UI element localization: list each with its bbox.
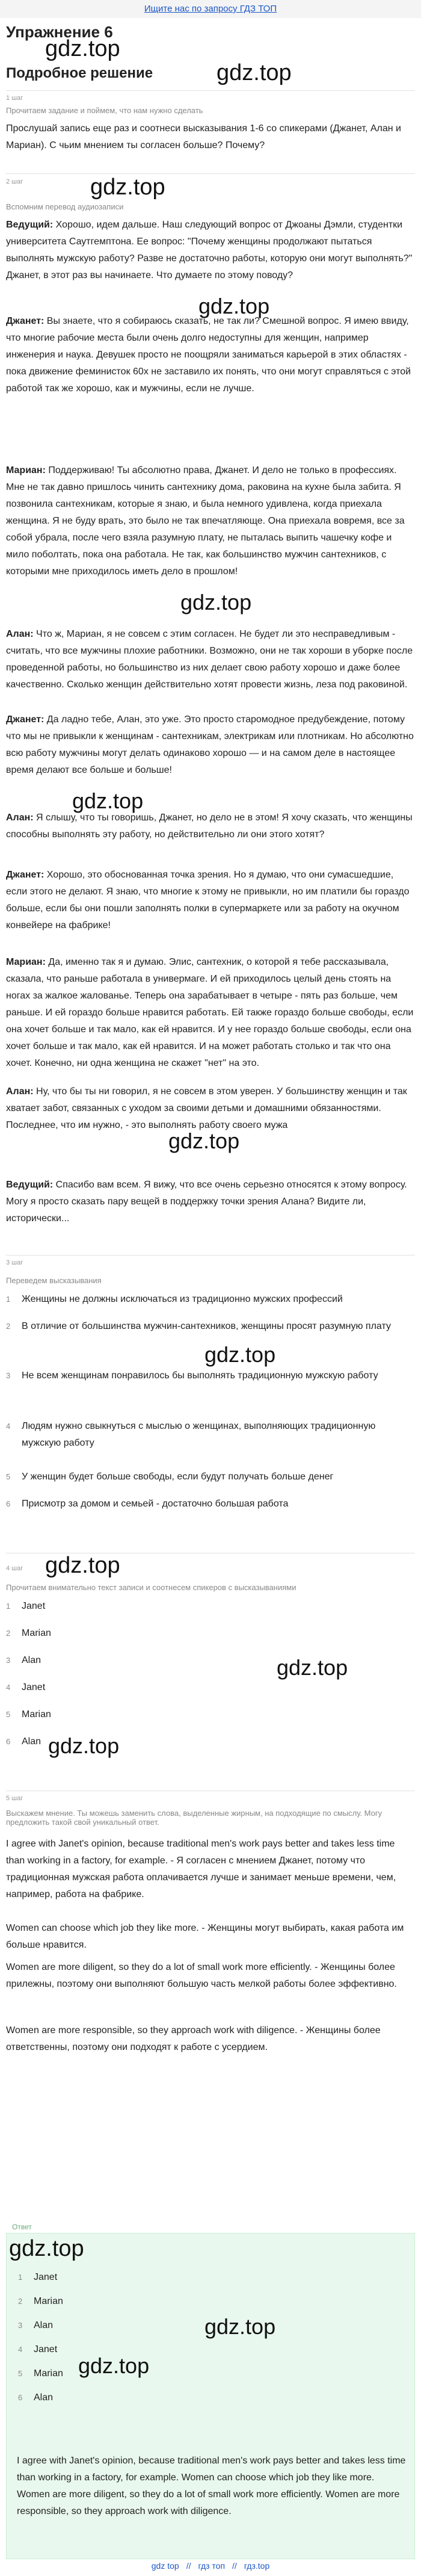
step-note: Вспомним перевод аудиозаписи xyxy=(6,202,124,211)
page-title: Упражнение 6 xyxy=(6,23,113,41)
transcript-janet-2: Джанет: Да ладно тебе, Алан, это уже. Это просто старомодное предубеждение, потому что мы не привыкли к женщинам - сантехникам, электрикам или плотникам. Но абсолютно всю работу мужчины могут делать одинаково хорошо — и на самом деле в настоящее время делают все больше и больше! xyxy=(6,714,414,775)
transcript-marian-1: Мариан: Поддерживаю! Ты абсолютно права, Джанет. И дело не только в профессиях. Мне не так давно пришлось чинить сантехнику дома, раковина на кухне была забита. Я позвонила сантехникам, которые я знаю, и была немного удивлена, когда приехала женщина. Я не буду врать, это было не так впечатляюще. Она приехала вовремя, все за собой убрала, после чего взяла разумную плату, не пыталась выпить чашечку кофе и мило поболтать, пока она работала. Не так, как большинство мужчин сантехников, с которыми мне приходилось иметь дело в прошлом! xyxy=(6,465,405,577)
transcript-ved-2: Ведущий: Спасибо вам всем. Я вижу, что все очень серьезно относятся к этому вопросу. Могу я просто сказать пару вещей в поддержку точки зрения Алана? Видите ли, исторически... xyxy=(6,1180,407,1224)
watermark: gdz.top xyxy=(90,175,165,200)
opinion-1: I agree with Janet's opinion, because traditional men's work pays better and takes less time than working in a factory, for example. - Я согласен с мнением Джанет, потому что традиционная мужская работа оплачивается лучше и занимает меньше времени, чем, например, работа на фабрике. xyxy=(6,1839,396,1899)
divider xyxy=(6,90,415,91)
watermark: gdz.top xyxy=(168,1129,240,1153)
step-note: Прочитаем внимательно текст записи и соотнесем спикеров с высказываниями xyxy=(6,1583,297,1592)
watermark: gdz.top xyxy=(9,2236,84,2261)
watermark: gdz.top xyxy=(277,1655,348,1680)
watermark: gdz.top xyxy=(204,2314,276,2339)
transcript-alan-2: Алан: Я слышу, что ты говоришь, Джанет, но дело не в этом! Я хочу сказать, что женщины способны выполнять эту работу, но действительно ли они этого хотят? xyxy=(6,813,413,840)
watermark: gdz.top xyxy=(48,1733,120,1758)
answer-match: 1 Janet xyxy=(18,2272,58,2282)
match-item: 1 Janet xyxy=(6,1601,46,1611)
step-note: Выскажем мнение. Ты можешь заменить слова, выделенные жирным, на подходящие по смыслу. Могу предложить такой свой уникальный ответ. xyxy=(6,1809,383,1827)
footer-link[interactable]: gdz top xyxy=(151,2561,179,2571)
watermark: gdz.top xyxy=(180,590,252,615)
step-note: Переведем высказывания xyxy=(6,1276,102,1285)
watermark: gdz.top xyxy=(217,60,292,85)
footer-links xyxy=(0,2561,421,2571)
translation-item: 5 У женщин будет больше свободы, если будут получать больше денег xyxy=(6,1472,334,1482)
translation-item: 6 Присмотр за домом и семьей - достаточно большая работа xyxy=(6,1499,289,1509)
transcript-marian-2: Мариан: Да, именно так я и думаю. Элис, сантехник, о которой я тебе рассказывала, сказала, что раньше работала в универмаге. И ей приходилось целый день стоять на ногах за жалкое жалованье. Теперь она зарабатывает в четыре - пять раз больше, чем раньше. И ей гораздо больше нравится работать. Ей также гораздо больше свободы, если она хочет больше и так мало, как ей нравится. И у нее гораздо больше свободы, если она хочет больше и так мало, как ей нравится. И на может работать столько и так что она хочет. Конечно, ни одна женщина не скажет "нет" на это. xyxy=(6,957,414,1068)
transcript-janet-1: Джанет: Вы знаете, что я собираюсь сказать, не так ли? Смешной вопрос. Я имею ввиду, что многие рабочие места были очень долго недоступны для женщин, например инженерия и наука. Девушек просто не поощряли заниматься карьерой в этих областях - пока движение феминисток 60х не заставило их понять, что они могут справляться с этой работой так же хорошо, как и мужчины, если не лучше. xyxy=(6,316,411,394)
watermark: gdz.top xyxy=(45,1553,120,1578)
top-link[interactable]: Ищите нас по запросу ГДЗ ТОП xyxy=(144,4,277,14)
match-item: 5 Marian xyxy=(6,1709,51,1720)
step-tag: 4 шаг xyxy=(6,1565,23,1572)
answer-opinion: I agree with Janet's opinion, because traditional men's work pays better and takes less time than working in a factory, for example. Women can choose which job they like more. Women are more diligent, so they do a lot of small work more efficiently. Women are more responsible, so they approach work with diligence. xyxy=(17,2456,406,2516)
top-banner xyxy=(0,0,421,18)
watermark: gdz.top xyxy=(198,294,270,318)
watermark: gdz.top xyxy=(204,1342,276,1367)
answer-label: Ответ xyxy=(12,2223,32,2231)
transcript-janet-3: Джанет: Хорошо, это обоснованная точка зрения. Но я думаю, что они сумасшедшие, если этого не делают. Я знаю, что многие к этому не привыкли, но им платили бы гораздо больше, если бы они пошли заполнять полки в супермаркете или за работу на окучном конвейере на фабрике! xyxy=(6,870,410,930)
match-item: 4 Janet xyxy=(6,1682,46,1692)
opinion-4: Women are more responsible, so they approach work with diligence. - Женщины более ответственны, поэтому они подходят к работе с усердием. xyxy=(6,2025,381,2052)
translation-item: 4 Людям нужно свыкнуться с мыслью о женщинах, выполняющих традиционную мужскую работу xyxy=(6,1421,376,1448)
watermark: gdz.top xyxy=(45,36,120,61)
footer-link[interactable]: гдз топ xyxy=(198,2561,226,2571)
footer-link[interactable]: гдз.top xyxy=(244,2561,270,2571)
task-text: Прослушай запись еще раз и соотнеси высказывания 1-6 со спикерами (Джанет, Алан и Мариан). С чьим мнением ты согласен больше? Почему? xyxy=(6,123,401,150)
transcript-alan-3: Алан: Ну, что бы ты ни говорил, я не совсем в этом уверен. У большинству женщин и так хватает забот, связанных с уходом за своими детьми и домашними обязанностями. Последнее, что им нужно, - это выполнять работу своего мужа xyxy=(6,1086,407,1130)
translation-item: 3 Не всем женщинам понравилось бы выполнять традиционную мужскую работу xyxy=(6,1370,378,1381)
step-tag: 2 шаг xyxy=(6,178,23,185)
step-tag: 1 шаг xyxy=(6,94,23,102)
transcript-alan-1: Алан: Что ж, Мариан, я не совсем с этим согласен. Не будет ли это несправедливым - считать, что все мужчины плохие работники. Возможно, они не так хороши в уборке после проведенной работы, но большинство из них делает свою работу хорошо и даже более качественно. Сколько женщин действительно хотят провести жизнь, леза под раковиной. xyxy=(6,629,413,690)
answer-match: 3 Alan xyxy=(18,2320,54,2330)
step-tag: 5 шаг xyxy=(6,1795,23,1802)
page-subtitle: Подробное решение xyxy=(6,65,153,81)
watermark: gdz.top xyxy=(78,2353,150,2378)
translation-item: 2 В отличие от большинства мужчин-сантехников, женщины просят разумную плату xyxy=(6,1321,391,1331)
match-item: 6 Alan xyxy=(6,1736,41,1747)
opinion-2: Women can choose which job they like more. - Женщины могут выбирать, какая работа им больше нравится. xyxy=(6,1923,404,1950)
watermark: gdz.top xyxy=(72,788,144,813)
translation-item: 1 Женщины не должны исключаться из традиционно мужских профессий xyxy=(6,1294,343,1304)
step-tag: 3 шаг xyxy=(6,1259,23,1266)
footer-separator: // xyxy=(232,2561,237,2571)
footer-separator: // xyxy=(186,2561,191,2571)
match-item: 3 Alan xyxy=(6,1655,41,1665)
answer-match: 5 Marian xyxy=(18,2368,63,2379)
step-note: Прочитаем задание и поймем, что нам нужно сделать xyxy=(6,106,203,115)
transcript-ved-1: Ведущий: Хорошо, идем дальше. Наш следующий вопрос от Джоаны Дэмли, студентки университета Саутгемптона. Ее вопрос: "Почему женщины продолжают пытаться выполнять мужскую работу? Разве не достаточно работы, которую они могут выполнять?" Джанет, в этот раз вы начинаете. Что думаете по этому поводу? xyxy=(6,220,413,280)
answer-match: 4 Janet xyxy=(18,2344,58,2355)
opinion-3: Women are more diligent, so they do a lot of small work more efficiently. - Женщины более прилежны, поэтому они выполняют большую часть мелкой работы более эффективно. xyxy=(6,1962,397,1989)
answer-match: 2 Marian xyxy=(18,2296,63,2306)
match-item: 2 Marian xyxy=(6,1628,51,1638)
divider xyxy=(6,173,415,174)
answer-match: 6 Alan xyxy=(18,2392,54,2403)
